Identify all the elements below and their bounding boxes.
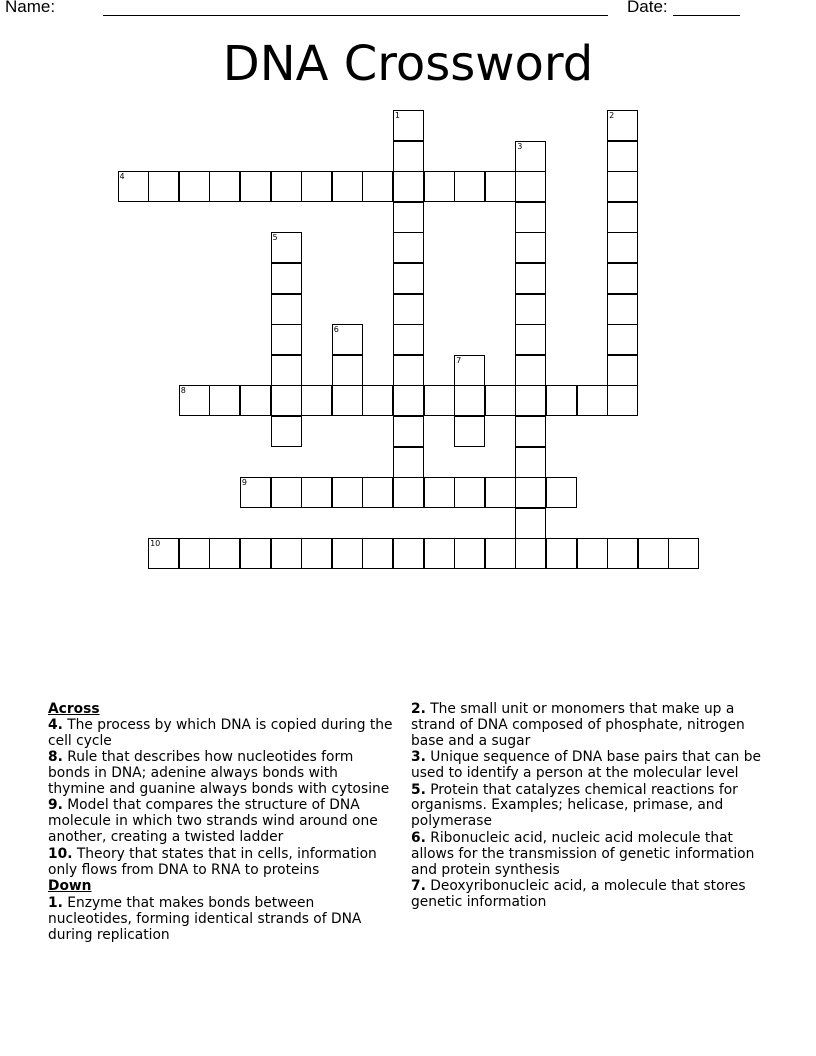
crossword-cell[interactable]: [362, 538, 393, 569]
crossword-cell[interactable]: [362, 171, 393, 202]
clue-number-label: 6: [333, 325, 339, 335]
crossword-cell[interactable]: [271, 477, 302, 508]
crossword-cell[interactable]: [393, 447, 424, 478]
clue-number-label: 2: [609, 111, 615, 120]
crossword-cell[interactable]: [393, 477, 424, 508]
crossword-cell[interactable]: [393, 385, 424, 416]
crossword-cell[interactable]: [332, 355, 363, 386]
crossword-cell[interactable]: [424, 477, 455, 508]
crossword-cell[interactable]: [271, 355, 302, 386]
down-heading: Down: [48, 877, 92, 894]
crossword-cell[interactable]: [301, 385, 332, 416]
clue-text: The small unit or monomers that make up a strand of DNA composed of phosphate, nitrogen base and a sugar: [411, 701, 745, 749]
crossword-cell[interactable]: [271, 324, 302, 355]
page-title: DNA Crossword: [222, 36, 594, 92]
crossword-cell[interactable]: [271, 263, 302, 294]
crossword-cell[interactable]: [393, 416, 424, 447]
crossword-cell[interactable]: [607, 263, 638, 294]
clue-number: 2.: [411, 701, 426, 717]
crossword-cell[interactable]: [148, 171, 179, 202]
crossword-cell[interactable]: [179, 385, 210, 416]
clue-number: 7.: [411, 878, 426, 895]
crossword-cell[interactable]: [271, 294, 302, 325]
crossword-cell[interactable]: [393, 538, 424, 569]
crossword-cell[interactable]: [393, 110, 424, 141]
crossword-cell[interactable]: [271, 538, 302, 569]
clue-column-right: [411, 702, 771, 912]
crossword-cell[interactable]: [607, 110, 638, 141]
clue-number: 8.: [48, 749, 63, 766]
crossword-cell[interactable]: [515, 232, 546, 263]
clue-number-label: 3: [517, 141, 523, 151]
crossword-cell[interactable]: [454, 385, 485, 416]
clue-number-label: 4: [119, 172, 125, 182]
crossword-cell[interactable]: [332, 171, 363, 202]
across-clue-10: [48, 847, 393, 879]
clue-text: Theory that states that in cells, information only flows from DNA to RNA to proteins: [48, 845, 377, 878]
across-clue-8: [48, 750, 393, 798]
clue-number: 10.: [48, 845, 73, 862]
crossword-cell[interactable]: [607, 202, 638, 233]
crossword-cell[interactable]: [393, 232, 424, 263]
crossword-cell[interactable]: [332, 324, 363, 355]
clue-number-label: 5: [272, 233, 278, 243]
crossword-cell[interactable]: [393, 171, 424, 202]
crossword-cell[interactable]: [393, 324, 424, 355]
across-heading: Across: [48, 701, 100, 717]
crossword-cell[interactable]: [271, 385, 302, 416]
clue-column-left: [48, 702, 393, 944]
crossword-cell[interactable]: [638, 538, 669, 569]
down-clue-5: [411, 783, 771, 831]
crossword-cell[interactable]: [393, 141, 424, 172]
crossword-cell[interactable]: [515, 385, 546, 416]
clue-text: Ribonucleic acid, nucleic acid molecule that allows for the transmission of genetic information and protein synthesis: [411, 829, 755, 878]
crossword-cell[interactable]: [332, 538, 363, 569]
crossword-cell[interactable]: [607, 171, 638, 202]
crossword-cell[interactable]: [393, 355, 424, 386]
crossword-cell[interactable]: [271, 416, 302, 447]
crossword-cell[interactable]: [240, 538, 271, 569]
crossword-cell[interactable]: [454, 416, 485, 447]
clue-text: The process by which DNA is copied during the cell cycle: [48, 716, 393, 749]
crossword-cell[interactable]: [546, 477, 577, 508]
crossword-cell[interactable]: [393, 202, 424, 233]
crossword-cell[interactable]: [240, 171, 271, 202]
down-clue-3: [411, 750, 771, 782]
across-clue-4: [48, 718, 393, 750]
crossword-cell[interactable]: [515, 477, 546, 508]
crossword-cell[interactable]: [393, 294, 424, 325]
crossword-cell[interactable]: [118, 171, 149, 202]
clue-text: Unique sequence of DNA base pairs that can be used to identify a person at the molecular level: [411, 749, 761, 782]
clue-number-label: 9: [241, 478, 247, 488]
crossword-cell[interactable]: [515, 416, 546, 447]
down-clue-7: [411, 879, 771, 911]
crossword-cell[interactable]: [332, 385, 363, 416]
crossword-cell[interactable]: [515, 538, 546, 569]
crossword-cell[interactable]: [301, 477, 332, 508]
crossword-cell[interactable]: [332, 477, 363, 508]
crossword-cell[interactable]: [515, 202, 546, 233]
crossword-cell[interactable]: [424, 538, 455, 569]
date-label: Date:: [627, 0, 668, 16]
crossword-cell[interactable]: [515, 171, 546, 202]
crossword-cell[interactable]: [240, 477, 271, 508]
crossword-cell[interactable]: [607, 324, 638, 355]
crossword-cell[interactable]: [179, 171, 210, 202]
crossword-cell[interactable]: [546, 538, 577, 569]
crossword-cell[interactable]: [485, 538, 516, 569]
crossword-cell[interactable]: [393, 263, 424, 294]
crossword-cell[interactable]: [607, 385, 638, 416]
crossword-cell[interactable]: [607, 294, 638, 325]
crossword-cell[interactable]: [485, 385, 516, 416]
clue-number: 5.: [411, 781, 426, 798]
crossword-cell[interactable]: [515, 324, 546, 355]
crossword-cell[interactable]: [515, 263, 546, 294]
clue-number-label: 8: [180, 386, 186, 396]
crossword-cell[interactable]: [454, 538, 485, 569]
down-clue-2: [411, 702, 771, 750]
clue-text: Protein that catalyzes chemical reactions for organisms. Examples; helicase, primase, and polymerase: [411, 781, 738, 830]
clue-number-label: 1: [394, 111, 400, 120]
crossword-cell[interactable]: [607, 232, 638, 263]
crossword-cell[interactable]: [546, 385, 577, 416]
crossword-cell[interactable]: [271, 171, 302, 202]
clue-text: Enzyme that makes bonds between nucleotides, forming identical strands of DNA during replication: [48, 894, 362, 943]
crossword-cell[interactable]: [515, 447, 546, 478]
crossword-cell[interactable]: [607, 538, 638, 569]
crossword-cell[interactable]: [209, 171, 240, 202]
crossword-cell[interactable]: [209, 385, 240, 416]
clue-number-label: 7: [456, 355, 462, 365]
clue-text: Rule that describes how nucleotides form bonds in DNA; adenine always bonds with thymine and guanine always bonds with cytosine: [48, 749, 390, 798]
crossword-cell[interactable]: [209, 538, 240, 569]
crossword-cell[interactable]: [607, 141, 638, 172]
crossword-cell[interactable]: [607, 355, 638, 386]
crossword-cell[interactable]: [179, 538, 210, 569]
clue-number: 1.: [48, 894, 63, 911]
crossword-cell[interactable]: [148, 538, 179, 569]
clue-text: Model that compares the structure of DNA molecule in which two strands wind around one another, creating a twisted ladder: [48, 797, 378, 846]
crossword-cell[interactable]: [301, 171, 332, 202]
crossword-cell[interactable]: [577, 385, 608, 416]
down-clue-6: [411, 831, 771, 879]
crossword-cell[interactable]: [485, 477, 516, 508]
crossword-cell[interactable]: [362, 385, 393, 416]
crossword-cell[interactable]: [271, 232, 302, 263]
crossword-cell[interactable]: [515, 141, 546, 172]
crossword-cell[interactable]: [454, 477, 485, 508]
clue-text: Deoxyribonucleic acid, a molecule that stores genetic information: [411, 878, 746, 911]
crossword-cell[interactable]: [515, 294, 546, 325]
name-label: Name:: [5, 0, 56, 16]
crossword-cell[interactable]: [454, 355, 485, 386]
clue-number: 6.: [411, 829, 426, 846]
crossword-cell[interactable]: [240, 385, 271, 416]
crossword-cell[interactable]: [515, 355, 546, 386]
across-clue-9: [48, 798, 393, 846]
clue-number: 3.: [411, 749, 426, 766]
clue-number: 9.: [48, 797, 63, 814]
crossword-cell[interactable]: [515, 508, 546, 539]
crossword-cell[interactable]: [668, 538, 699, 569]
crossword-cell[interactable]: [454, 171, 485, 202]
down-clue-1: [48, 896, 393, 944]
clue-number-label: 10: [150, 539, 161, 549]
crossword-cell[interactable]: [577, 538, 608, 569]
crossword-cell[interactable]: [301, 538, 332, 569]
crossword-cell[interactable]: [485, 171, 516, 202]
crossword-cell[interactable]: [424, 385, 455, 416]
crossword-cell[interactable]: [424, 171, 455, 202]
clue-number: 4.: [48, 716, 63, 733]
crossword-cell[interactable]: [362, 477, 393, 508]
